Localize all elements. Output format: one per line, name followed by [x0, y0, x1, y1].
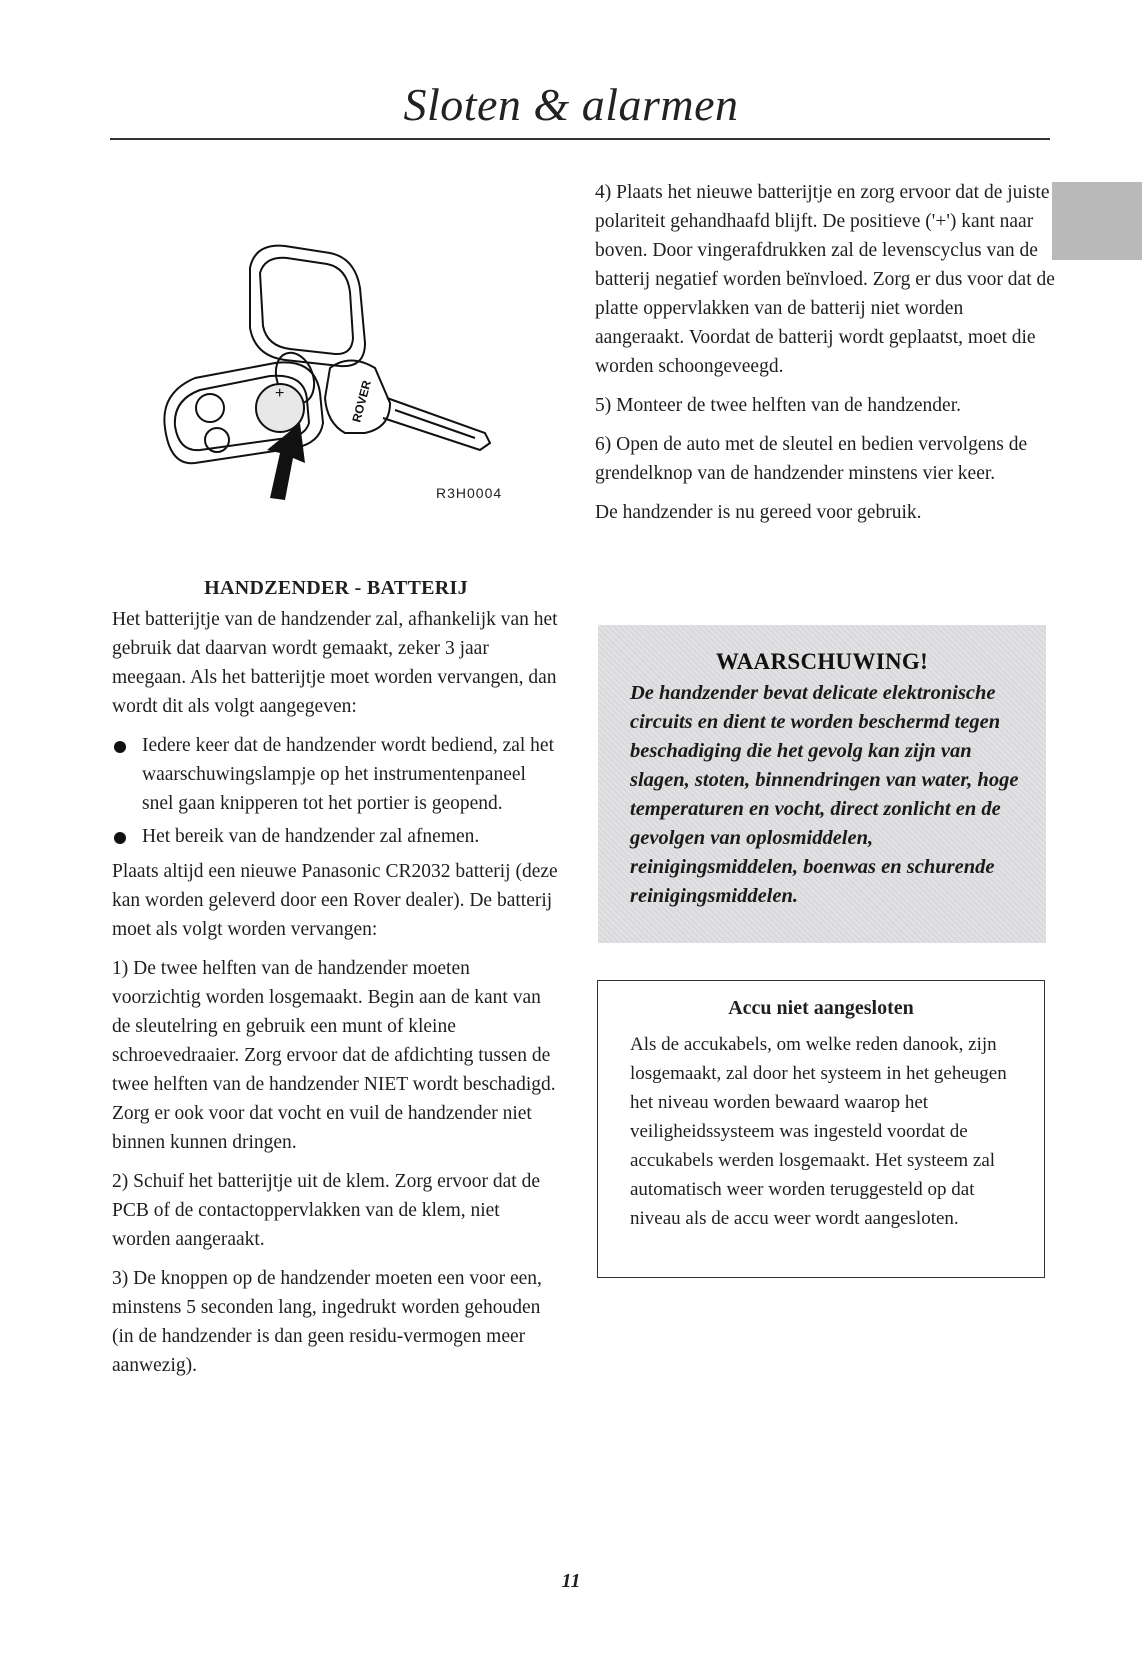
battery-plus-mark: +	[275, 385, 285, 402]
intro-paragraph: Het batterijtje van de handzender zal, afhankelijk van het gebruik dat daarvan wordt gemaakt, zeker 3 jaar meegaan. Als het batterijtje moet worden vervangen, dan wordt dit als volgt aangegeven:	[112, 609, 558, 717]
step-4: 4) Plaats het nieuwe batterijtje en zorg ervoor dat de juiste polariteit gehandhaafd blijft. De positieve ('+') kant naar boven. Door vingerafdrukken zal de levenscyclus van de batterij negatief worden beïnvloed. Zorg er dus voor dat de platte oppervlakken van de batterij niet worden aangeraakt. Voordat de batterij wordt geplaatst, moet die worden schoongeveegd.	[595, 182, 1055, 377]
indicator-list	[112, 731, 560, 851]
page-title: Sloten & alarmen	[403, 79, 739, 130]
bullet-icon	[114, 741, 126, 753]
right-column	[595, 178, 1055, 537]
step-5: 5) Monteer de twee helften van de handzender.	[595, 395, 962, 416]
svg-text:ROVER: ROVER	[349, 378, 374, 424]
step-1: 1) De twee helften van de handzender moeten voorzichtig worden losgemaakt. Begin aan de kant van de sleutelring en gebruik een munt of kleine schroevedraaier. Zorg ervoor dat de afdichting tussen de twee helften van de handzender NIET wordt beschadigd. Zorg er ook voor dat vocht en vuil de handzender niet binnen kunnen dringen.	[112, 958, 556, 1153]
list-item: Iedere keer dat de handzender wordt bediend, zal het waarschuwingslampje op het instrumentenpaneel snel gaan knipperen tot het portier is geopend.	[112, 731, 560, 818]
step-6: 6) Open de auto met de sleutel en bedien vervolgens de grendelknop van de handzender minstens vier keer.	[595, 434, 1028, 484]
step-3: 3) De knoppen op de handzender moeten een voor een, minstens 5 seconden lang, ingedrukt worden gehouden (in de handzender is dan geen residu-vermogen meer aanwezig).	[112, 1268, 542, 1376]
battery-disconnected-box	[597, 980, 1045, 1278]
info-box-text: Als de accukabels, om welke reden danook, zijn losgemaakt, zal door het systeem in het geheugen het niveau worden bewaard waarop het veiligheidssysteem was ingesteld voordat de accukabels werden losgemaakt. Het systeem zal automatisch weer worden teruggesteld op dat niveau als de accu weer wordt aangesloten.	[630, 1034, 1007, 1229]
figure-code: R3H0004	[436, 485, 503, 501]
insert-arrow-icon	[267, 423, 305, 500]
bullet-icon	[114, 832, 126, 844]
left-column	[112, 574, 560, 1390]
warning-box	[598, 625, 1046, 943]
warning-text: De handzender bevat delicate elektronische circuits en dient te worden beschermd tegen beschadiging die het gevolg kan zijn van slagen, stoten, binnendringen van water, hoge temperaturen en vocht, direct zonlicht en de gevolgen van oplosmiddelen, reinigingsmiddelen, boenwas en schurende reinigingsmiddelen.	[630, 682, 1019, 907]
page-number: 11	[561, 1570, 581, 1592]
chapter-side-tab	[1052, 182, 1142, 260]
ready-text: De handzender is nu gereed voor gebruik.	[595, 502, 922, 523]
title-divider	[110, 138, 1050, 140]
list-item: Het bereik van de handzender zal afnemen.	[112, 822, 560, 851]
replacement-note: Plaats altijd een nieuwe Panasonic CR2032 batterij (deze kan worden geleverd door een Rover dealer). De batterij moet als volgt worden vervangen:	[112, 861, 558, 940]
key-fob-drawing-icon	[155, 228, 515, 508]
section-heading: HANDZENDER - BATTERIJ	[204, 577, 468, 599]
remote-key-battery-illustration	[155, 228, 515, 508]
info-box-title: Accu niet aangesloten	[728, 997, 914, 1019]
step-2: 2) Schuif het batterijtje uit de klem. Zorg ervoor dat de PCB of de contactoppervlakken van de klem, niet worden aangeraakt.	[112, 1171, 540, 1250]
warning-title: WAARSCHUWING!	[715, 649, 929, 674]
